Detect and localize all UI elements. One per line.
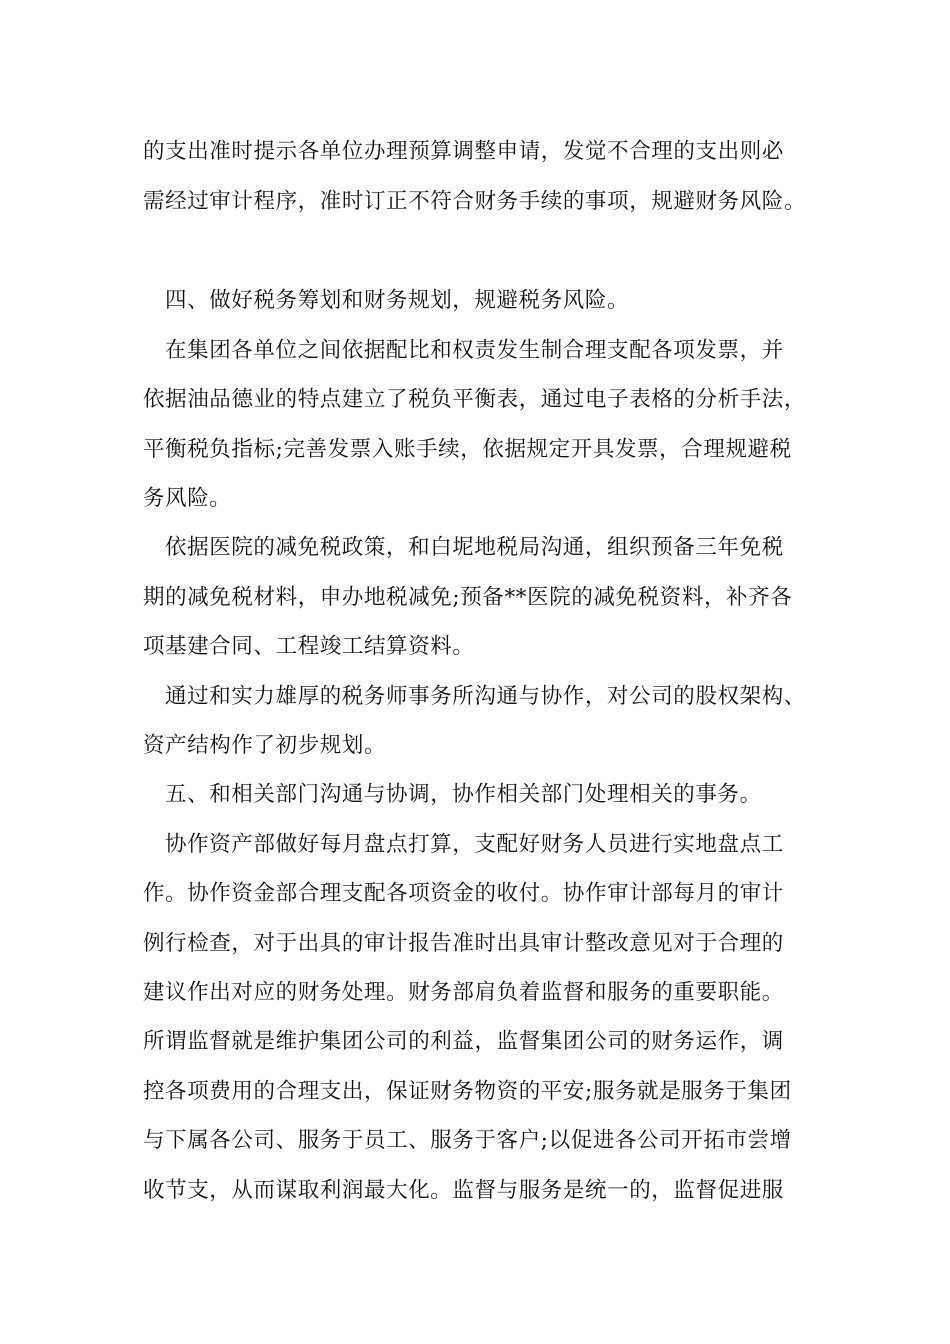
text-line-16: 例行检查，对于出具的审计报告准时出具审计整改意见对于合理的 [143, 931, 784, 956]
text-line-10: 项基建合同、工程竣工结算资料。 [143, 634, 475, 659]
text-line-7: 务风险。 [143, 486, 232, 511]
text-line-5: 依据油品德业的特点建立了税负平衡表，通过电子表格的分析手法， [143, 387, 807, 412]
text-line-19: 控各项费用的合理支出，保证财务物资的平安;服务就是服务于集团 [143, 1079, 792, 1104]
text-line-12: 资产结构作了初步规划。 [143, 733, 387, 758]
section-heading-4: 四、做好税务筹划和财务规划，规避税务风险。 [165, 288, 630, 313]
text-line-8: 依据医院的减免税政策，和白坭地税局沟通，组织预备三年免税 [165, 535, 784, 560]
text-line-1: 的支出准时提示各单位办理预算调整申请，发觉不合理的支出则必 [143, 139, 784, 164]
text-line-20: 与下属各公司、服务于员工、服务于客户;以促进各公司开拓市尝增 [143, 1128, 792, 1153]
text-line-9: 期的减免税材料，申办地税减免;预备**医院的减免税资料，补齐各 [143, 585, 793, 610]
text-line-17: 建议作出对应的财务处理。财务部肩负着监督和服务的重要职能。 [143, 980, 784, 1005]
text-line-14: 协作资产部做好每月盘点打算，支配好财务人员进行实地盘点工 [165, 832, 784, 857]
text-line-4: 在集团各单位之间依据配比和权责发生制合理支配各项发票，并 [165, 338, 784, 363]
section-heading-5: 五、和相关部门沟通与协调，协作相关部门处理相关的事务。 [165, 782, 762, 807]
text-line-2: 需经过审计程序，准时订正不符合财务手续的事项，规避财务风险。 [143, 189, 807, 214]
text-line-21: 收节支，从而谋取利润最大化。监督与服务是统一的，监督促进服 [143, 1178, 784, 1203]
text-line-6: 平衡税负指标;完善发票入账手续，依据规定开具发票，合理规避税 [143, 437, 792, 462]
text-line-15: 作。协作资金部合理支配各项资金的收付。协作审计部每月的审计 [143, 881, 784, 906]
text-line-11: 通过和实力雄厚的税务师事务所沟通与协作，对公司的股权架构、 [165, 684, 806, 709]
text-line-18: 所谓监督就是维护集团公司的利益，监督集团公司的财务运作，调 [143, 1029, 784, 1054]
